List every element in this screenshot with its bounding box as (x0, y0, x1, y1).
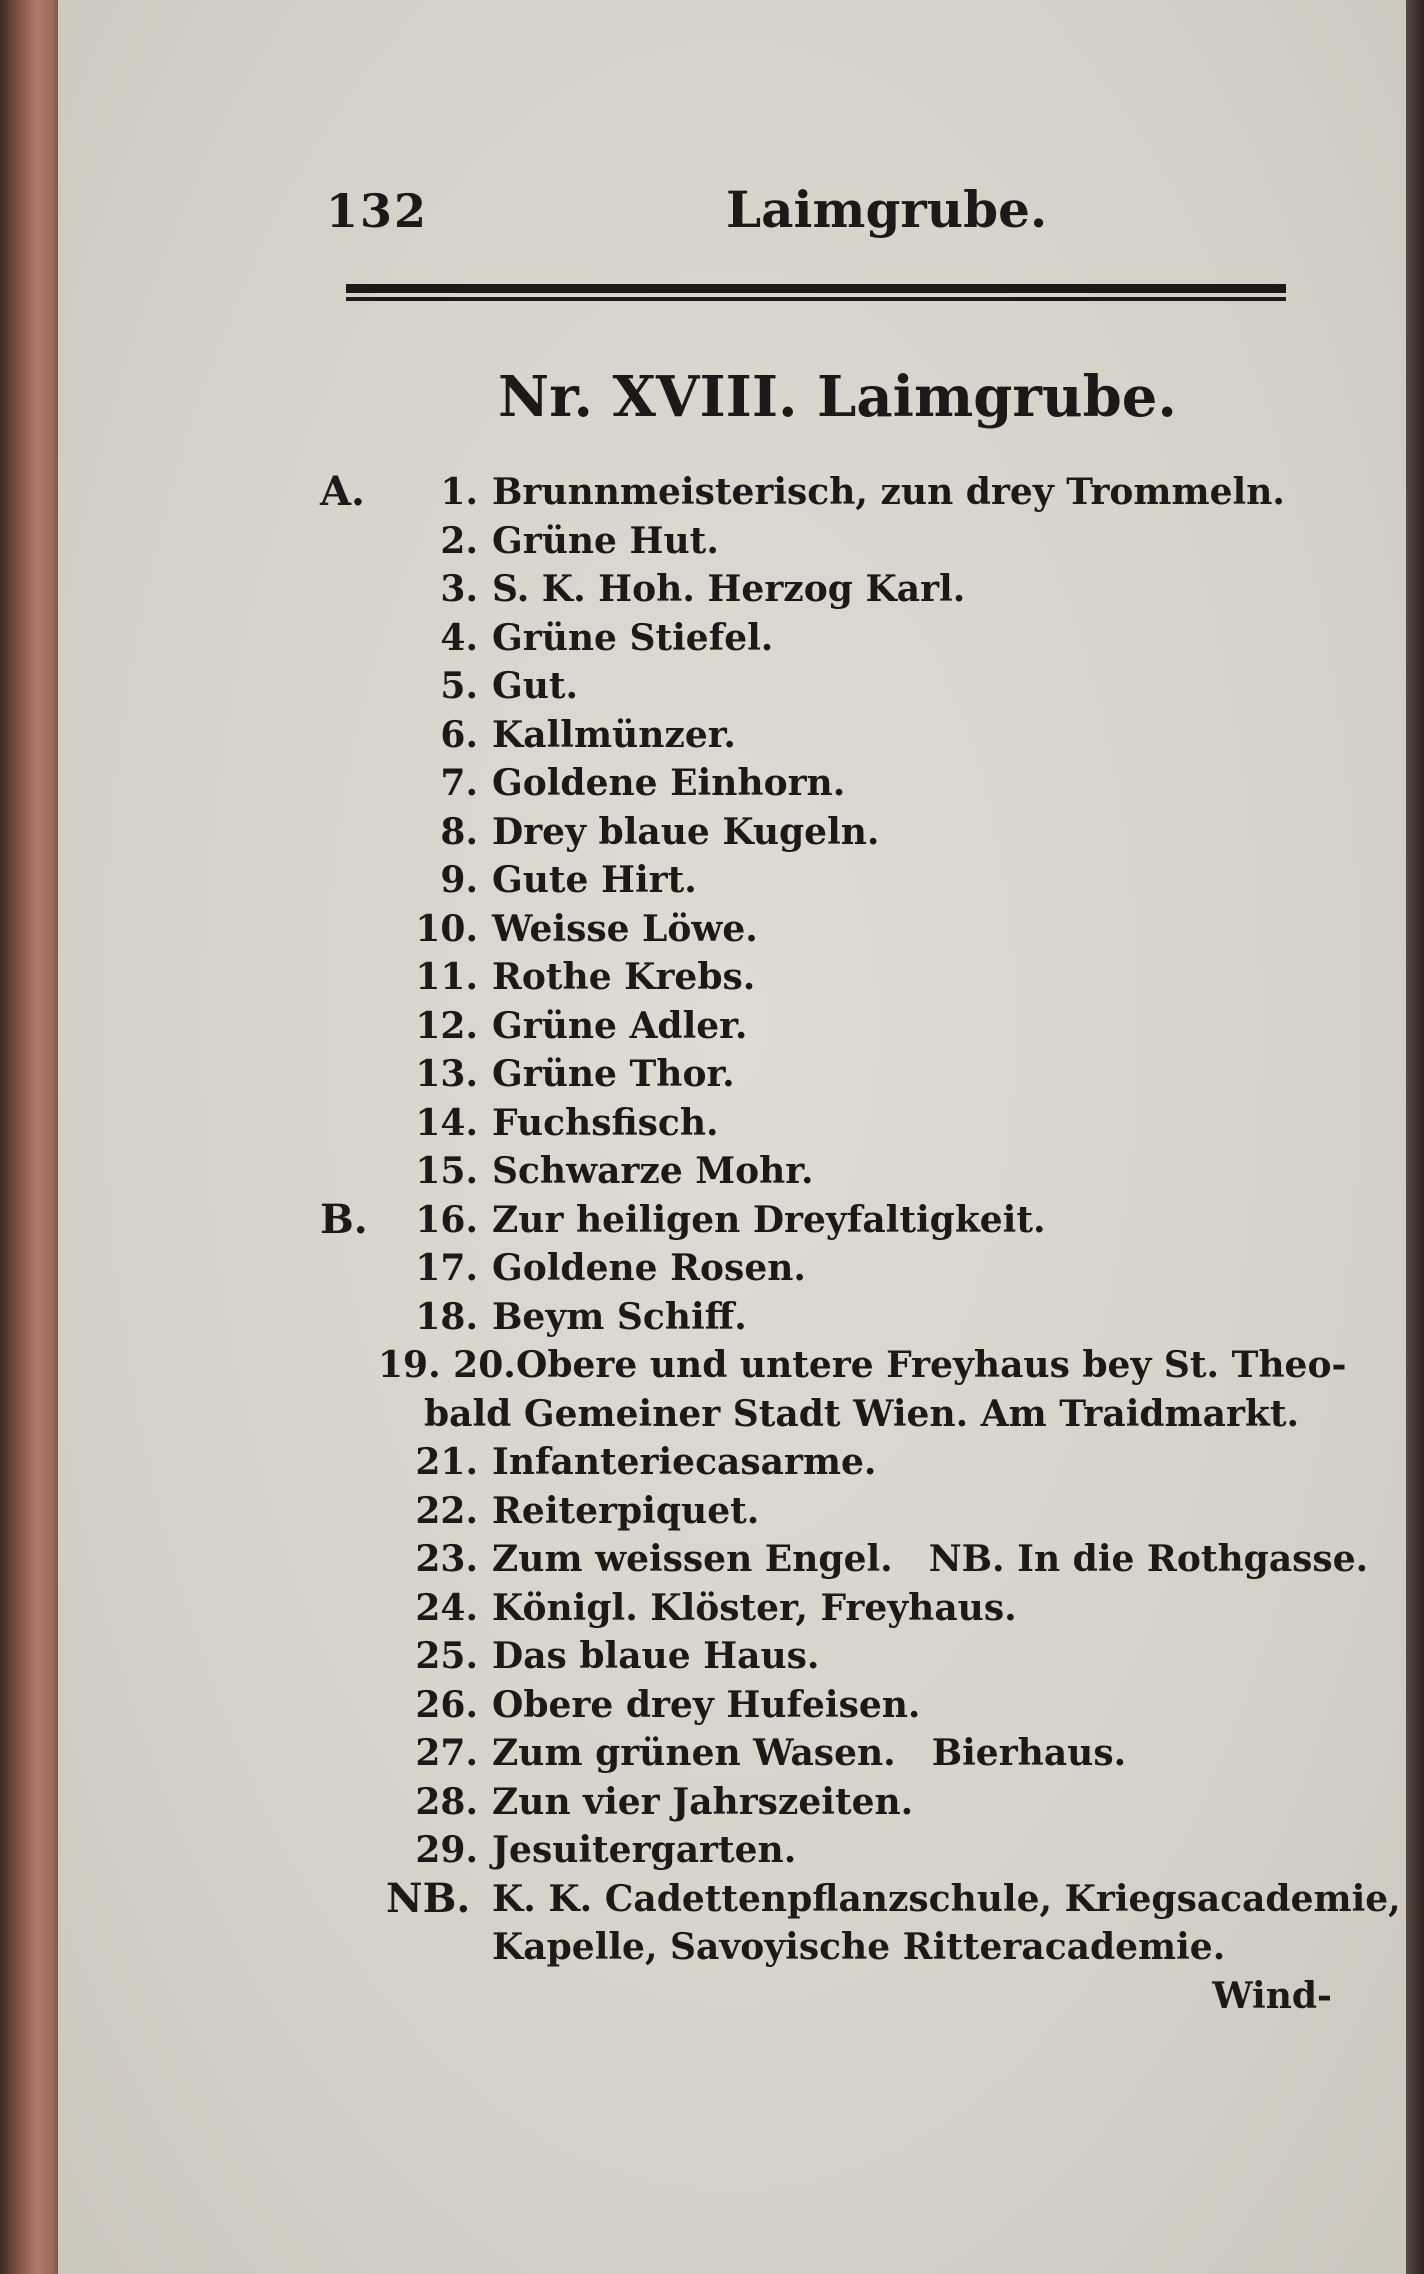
house-name: Königl. Klöster, Freyhaus. (492, 1586, 1017, 1629)
house-number: 21. (415, 1441, 478, 1483)
house-number: 3. (440, 568, 478, 610)
house-name-with-note (492, 1535, 1368, 1584)
house-name: Drey blaue Kugeln. (492, 810, 880, 853)
list-item (320, 1147, 1340, 1196)
house-number: 16. (415, 1198, 478, 1241)
house-name: Goldene Rosen. (492, 1247, 806, 1289)
nb-note-line-2 (320, 1923, 1340, 1972)
list-item (320, 565, 1340, 614)
list-item (320, 1487, 1340, 1536)
house-number: 27. (415, 1732, 478, 1774)
catchword-line (320, 1972, 1340, 2021)
house-name: Grüne Stiefel. (492, 616, 774, 659)
house-number: 6. (440, 713, 478, 756)
list-item (320, 711, 1340, 760)
list-item (320, 1341, 1347, 1390)
list-item (320, 1535, 1369, 1584)
house-name: Das blaue Haus. (492, 1635, 820, 1677)
list-item (320, 759, 1340, 808)
list-item (320, 1196, 1340, 1245)
catchword: Wind- (1212, 1974, 1332, 2017)
book-page (58, 0, 1406, 2274)
section-letter: B. (320, 1195, 368, 1243)
nb-note-text: K. K. Cadettenpflanzschule, Kriegsacademie, (492, 1877, 1401, 1920)
nb-label: NB. (386, 1874, 471, 1922)
house-note: NB. In die Rothgasse. (928, 1538, 1369, 1580)
page-number: 132 (326, 184, 429, 238)
house-name: Zun vier Jahrszeiten. (492, 1780, 914, 1823)
list-item (320, 808, 1340, 857)
list-item (320, 1390, 1340, 1439)
house-number: 26. (415, 1683, 478, 1726)
list-item (320, 1826, 1340, 1875)
house-number: 19. 20. (378, 1344, 516, 1386)
house-name: Infanteriecasarme. (492, 1441, 877, 1483)
house-number: 22. (415, 1489, 478, 1532)
house-name-with-note (492, 1729, 1126, 1778)
chapter-title: Nr. XVIII. Laimgrube. (498, 364, 1177, 430)
running-head-title: Laimgrube. (726, 180, 1048, 239)
page-edge (1406, 0, 1424, 2274)
house-name: Kallmünzer. (492, 713, 736, 756)
house-name: Weisse Löwe. (492, 907, 758, 950)
house-name: S. K. Hoh. Herzog Karl. (492, 568, 966, 610)
list-item (320, 614, 1340, 663)
list-item (320, 1293, 1340, 1342)
house-name: Fuchsfisch. (492, 1101, 719, 1144)
house-name: Goldene Einhorn. (492, 762, 846, 804)
house-number: 1. (440, 471, 478, 513)
house-number: 5. (440, 665, 478, 707)
list-item (320, 662, 1340, 711)
list-item (320, 856, 1340, 905)
house-number: 11. (415, 956, 478, 998)
house-name: Zum grünen Wasen. (492, 1732, 896, 1774)
house-number: 2. (440, 519, 478, 562)
house-list (320, 468, 1401, 2020)
house-number: 12. (415, 1004, 478, 1047)
list-item (320, 905, 1340, 954)
section-letter: A. (320, 468, 365, 515)
house-number: 8. (440, 810, 478, 853)
house-name: Jesuitergarten. (492, 1829, 797, 1871)
house-name: Grüne Adler. (492, 1004, 748, 1047)
nb-note-line-1 (320, 1874, 1401, 1924)
list-item (320, 517, 1340, 566)
house-number: 15. (415, 1150, 478, 1192)
house-name: Grüne Hut. (492, 519, 719, 562)
house-name: Beym Schiff. (492, 1295, 747, 1338)
list-item (320, 1632, 1340, 1681)
house-name: Rothe Krebs. (492, 956, 756, 998)
house-name: Obere drey Hufeisen. (492, 1683, 921, 1726)
house-name: Obere und untere Freyhaus bey St. Theo- (516, 1344, 1347, 1386)
house-name: Gut. (492, 665, 579, 707)
list-item (320, 1584, 1340, 1633)
list-item (320, 1244, 1340, 1293)
house-number: 25. (415, 1635, 478, 1677)
list-item (320, 1002, 1340, 1051)
house-name: Schwarze Mohr. (492, 1150, 814, 1192)
house-number: 28. (415, 1780, 478, 1823)
house-name: Brunnmeisterisch, zun drey Trommeln. (492, 471, 1285, 513)
house-number: 7. (440, 762, 478, 804)
book-spine (0, 0, 62, 2274)
list-item (320, 1438, 1340, 1487)
house-number: 18. (415, 1295, 478, 1338)
house-name: Gute Hirt. (492, 859, 697, 901)
header-rule-thin (346, 297, 1286, 301)
list-item (320, 1681, 1340, 1730)
house-number: 17. (415, 1247, 478, 1289)
house-number: 23. (415, 1538, 478, 1580)
list-item (320, 953, 1340, 1002)
header-rule (346, 284, 1286, 306)
list-item (320, 1778, 1340, 1827)
house-name: Reiterpiquet. (492, 1489, 760, 1532)
nb-note-text: Kapelle, Savoyische Ritteracademie. (492, 1926, 1226, 1968)
house-number: 24. (415, 1586, 478, 1629)
house-number: 14. (415, 1101, 478, 1144)
header-rule-thick (346, 284, 1286, 293)
list-item (320, 468, 1340, 517)
house-number: 13. (415, 1053, 478, 1095)
running-head (326, 150, 1326, 239)
house-number: 10. (415, 907, 478, 950)
list-item (320, 1099, 1340, 1148)
list-item (320, 1729, 1340, 1778)
house-name: Grüne Thor. (492, 1053, 735, 1095)
house-name-continued: bald Gemeiner Stadt Wien. Am Traidmarkt. (424, 1392, 1300, 1435)
house-number: 29. (415, 1829, 478, 1871)
house-name: Zur heiligen Dreyfaltigkeit. (492, 1198, 1046, 1241)
list-item (320, 1050, 1340, 1099)
house-name: Zum weissen Engel. (492, 1538, 893, 1580)
house-number: 4. (440, 616, 478, 659)
house-number: 9. (440, 859, 478, 901)
house-note: Bierhaus. (931, 1732, 1127, 1774)
